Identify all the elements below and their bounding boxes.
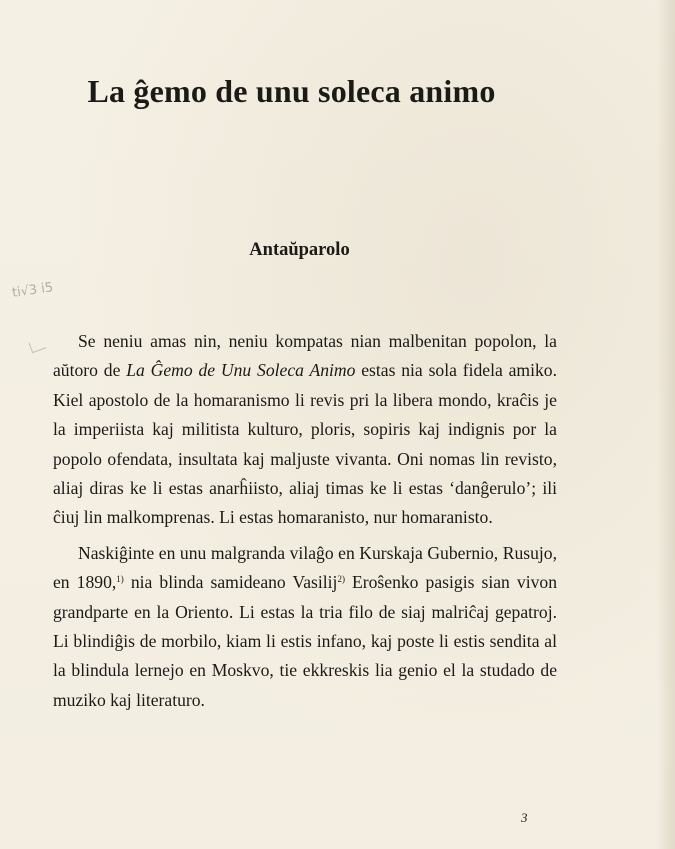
pencil-annotation: ti√3 i5 xyxy=(11,280,55,301)
text-run: nia blinda samideano Vasilij xyxy=(123,572,338,593)
section-heading-text: Antaŭparolo xyxy=(249,240,350,260)
text-run: Se neniu amas nin, neniu kompatas nian malbenitan popolon, la aŭtoro de xyxy=(53,331,557,381)
footnote-ref: 1) xyxy=(116,574,124,585)
text-run: Eroŝenko pasigis sian vivon grandparte en la Oriento. Li estas la tria filo de siaj malriĉaj gepatroj. Li blindiĝis de morbilo, kiam li estis infano, kaj poste li estis sendita al la blindula lernejo en Moskvo, tie ekkreskis lia genio el la studado de muziko kaj literaturo. xyxy=(53,572,558,710)
footnote-ref: 2) xyxy=(337,574,345,585)
chapter-title xyxy=(0,73,675,110)
book-title-italic: La Ĝemo de Unu Soleca Animo xyxy=(126,360,356,381)
text-run: Naskiĝinte en unu malgranda vilaĝo en Kurskaja Gubernio, Rusujo, en 1890, xyxy=(53,542,557,593)
page-edge-shadow xyxy=(657,0,675,849)
body-text xyxy=(53,327,557,715)
section-heading xyxy=(0,240,675,261)
body-paragraph xyxy=(53,327,557,533)
pencil-margin-mark xyxy=(29,338,47,353)
chapter-title-text: La ĝemo de unu soleca animo xyxy=(87,73,496,109)
page-number: 3 xyxy=(521,810,528,825)
text-run: estas nia sola fidela amiko. Kiel apostolo de la homaranismo li revis pri la libera mondo, kraĉis je la imperiista kaj militista kulturo, ploris, sopiris kaj indignis por la popolo ofendata, insultata kaj maljuste vivanta. Oni nomas lin revisto, aliaj diras ke li estas anarĥiisto, aliaj timas ke li estas ‘danĝerulo’; ili ĉiuj lin malkomprenas. Li estas homaranisto, nur homaranisto. xyxy=(53,360,557,528)
body-paragraph xyxy=(53,539,557,715)
bleed-through-text xyxy=(70,0,630,232)
